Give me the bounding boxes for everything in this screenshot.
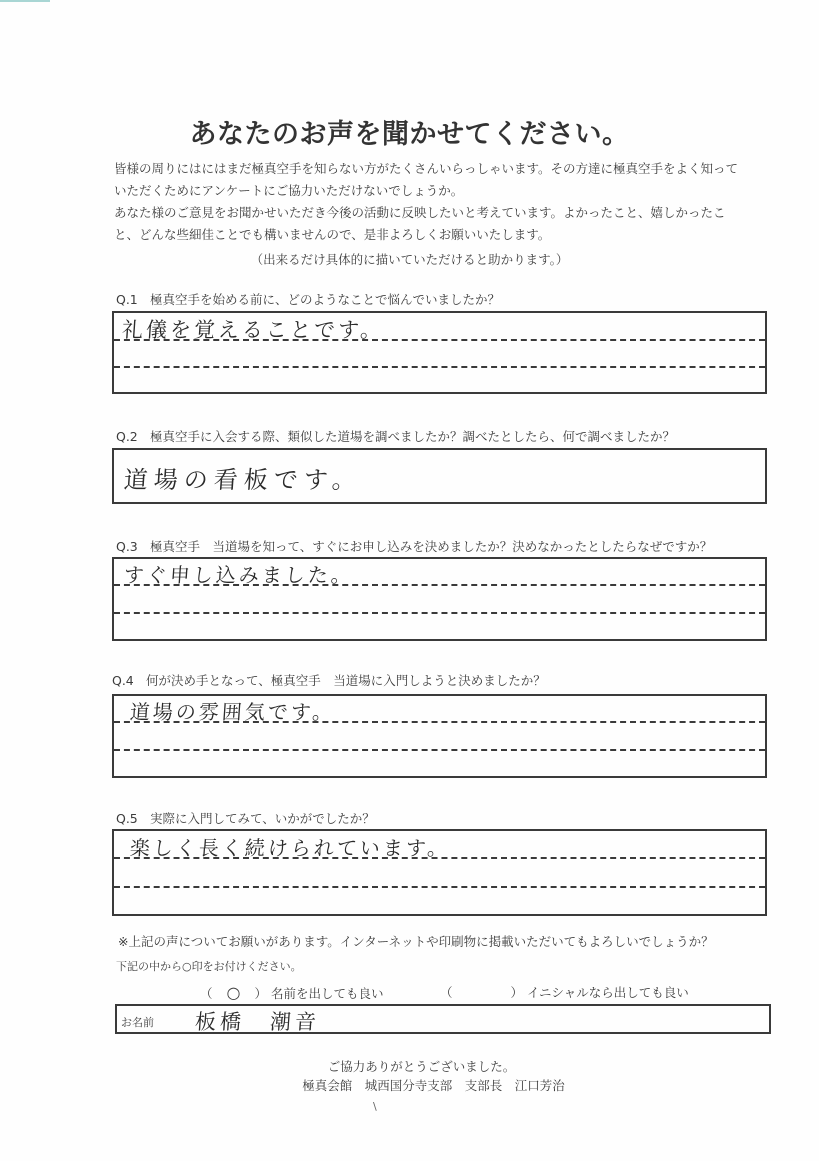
question-number: Q.4 [112, 673, 134, 688]
page-title: あなたのお声を聞かせてください。 [189, 119, 630, 150]
thanks-text: ご協力ありがとうございました。 [327, 1059, 516, 1074]
answer-line [114, 366, 765, 368]
question-number: Q.5 [116, 811, 138, 826]
question-text: 極真空手を始める前に、どのようなことで悩んでいましたか？ [149, 292, 500, 307]
question-5 [116, 809, 375, 827]
answer-line [114, 886, 765, 888]
answer-box-3[interactable] [112, 557, 767, 641]
option-label: イニシャルなら出しても良い [527, 985, 689, 1000]
question-number: Q.2 [116, 429, 138, 444]
consent-request: ※上記の声についてお願いがあります。インターネットや印刷物に掲載いただいてもよろしいでしょうか？ [118, 934, 714, 949]
question-number: Q.1 [116, 292, 138, 307]
intro-line: 皆様の周りにはにはまだ極真空手を知らない方がたくさんいらっしゃいます。その方達に極真空手をよく知って [114, 161, 739, 176]
handwritten-answer: すぐ申し込みました。 [123, 563, 355, 587]
handwritten-answer: 楽しく長く続けられています。 [129, 836, 452, 860]
handwritten-answer: 道場の雰囲気です。 [129, 700, 337, 724]
option-name-ok[interactable]: （ ○ ） 名前を出しても良い [200, 983, 384, 1002]
name-field[interactable] [115, 1004, 771, 1034]
answer-box-5[interactable] [112, 829, 767, 916]
intro-line: あなた様のご意見をお聞かせいただき今後の活動に反映したいと考えています。よかったこと、嬉しかったこ [114, 205, 726, 220]
option-label: 名前を出しても良い [271, 986, 384, 1001]
question-text: 極真空手に入会する際、類似した道場を調べましたか？調べたとしたら、何で調べましたか？ [149, 429, 675, 444]
stray-mark: \ [373, 1100, 377, 1113]
question-text: 何が決め手となって、極真空手 当道場に入門しようと決めましたか？ [145, 673, 546, 688]
circle-mark: ○ [226, 983, 241, 1002]
handwritten-answer: 礼儀を覚えることです。 [121, 318, 386, 342]
question-number: Q.3 [116, 539, 138, 554]
question-2 [116, 427, 675, 445]
question-3 [116, 537, 712, 555]
question-text: 実際に入門してみて、いかがでしたか？ [149, 811, 375, 826]
answer-box-2[interactable] [112, 448, 767, 504]
handwritten-name: 板橋 潮音 [194, 1010, 321, 1034]
answer-line [114, 749, 765, 751]
intro-note: （出来るだけ具体的に描いていただけると助かります。） [250, 252, 569, 267]
option-initials-ok[interactable]: （ ） イニシャルなら出しても良い [440, 985, 689, 1000]
handwritten-answer: 道場の看板です。 [122, 466, 363, 494]
consent-instruction: 下記の中から○印をお付けください。 [116, 960, 302, 973]
answer-line [114, 612, 765, 614]
answer-box-4[interactable] [112, 694, 767, 778]
signature: 極真会館 城西国分寺支部 支部長 江口芳治 [302, 1078, 565, 1093]
question-text: 極真空手 当道場を知って、すぐにお申し込みを決めましたか？決めなかったとしたらなぜですか？ [149, 539, 713, 554]
question-4 [112, 671, 546, 689]
intro-line: と、どんな些細佳ことでも構いませんので、是非よろしくお願いいたします。 [114, 227, 551, 242]
intro-line: いただくためにアンケートにご協力いただけないでしょうか。 [114, 183, 464, 198]
name-label: お名前 [121, 1016, 154, 1029]
answer-box-1[interactable] [112, 311, 767, 394]
question-1 [116, 290, 500, 308]
scan-artifact [0, 0, 50, 2]
